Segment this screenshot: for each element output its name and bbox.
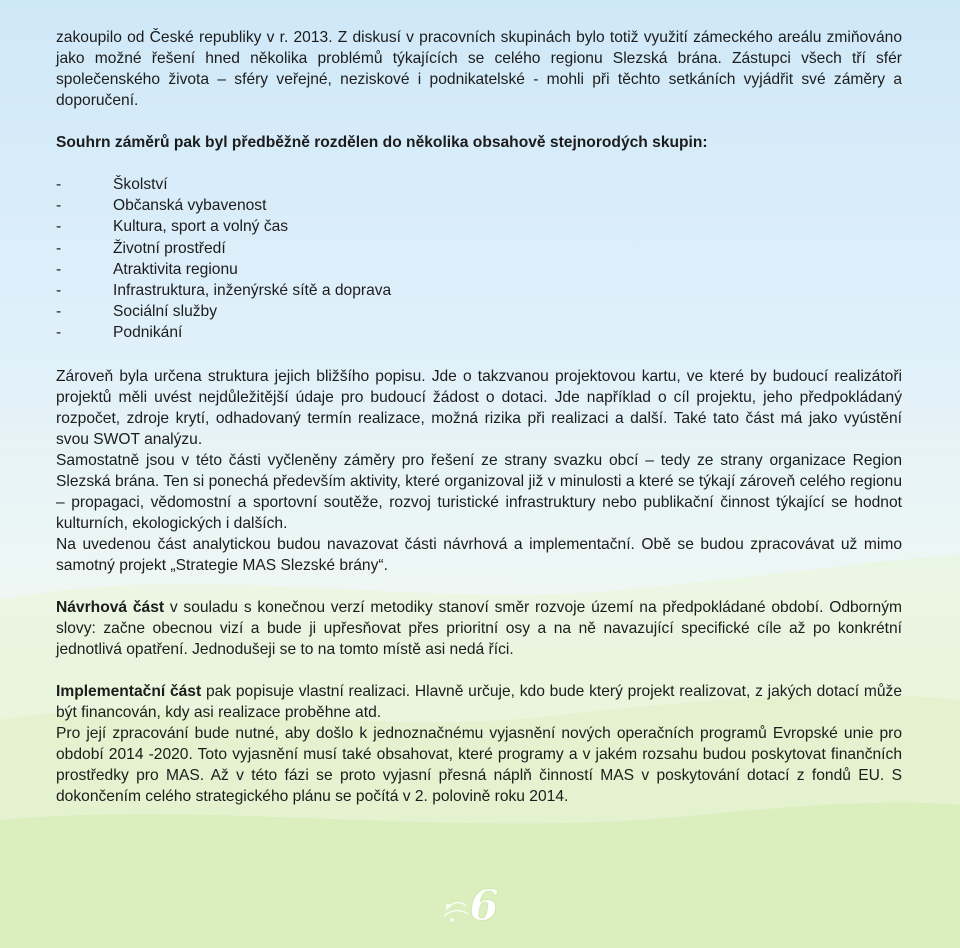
list-item-label: Atraktivita regionu bbox=[113, 260, 238, 278]
proposal-term: Návrhová část bbox=[56, 598, 165, 616]
page-content bbox=[56, 27, 902, 807]
list-bullet: - bbox=[56, 282, 62, 300]
list-item-label: Životní prostředí bbox=[113, 239, 226, 257]
list-bullet: - bbox=[56, 176, 62, 193]
list-item-label: Kultura, sport a volný čas bbox=[113, 218, 289, 236]
list-item bbox=[56, 280, 902, 301]
list-bullet: - bbox=[56, 324, 62, 342]
list-bullet: - bbox=[56, 218, 62, 236]
proposal-paragraph bbox=[56, 597, 902, 660]
list-item bbox=[56, 301, 902, 322]
intro-paragraph: zakoupilo od České republiky v r. 2013. Z diskusí v pracovních skupinách bylo totiž využití zámeckého areálu zmiňováno jako možné řešení hned několika problémů týkajících se celého regionu Slezská brána. Zástupci všech tří sfér společenského života – sféry veřejné, neziskové i podnikatelské - mohli při těchto setkáních vyjádřit své záměry a doporučení. bbox=[56, 29, 902, 109]
list-item bbox=[56, 259, 902, 280]
project-card-paragraph: Zároveň byla určena struktura jejich bližšího popisu. Jde o takzvanou projektovou kartu, ve které by budoucí realizátoři projektů měli uvést nejdůležitější údaje pro budoucí žádost o dotaci. Jde například o cíl projektu, jeho předpokládaný rozpočet, zdroje krytí, odhadovaný termín realizace, možná rizika při realizaci a další. Také tato část má jako vyústění svou SWOT analýzu. bbox=[56, 367, 902, 448]
list-item bbox=[56, 322, 902, 343]
list-item bbox=[56, 238, 902, 259]
proposal-text: v souladu s konečnou verzí metodiky stanoví směr rozvoje území na předpokládané období. Odborným slovy: začne obecnou vizí a bude ji upřesňovat přes prioritní osy a na ně navazující specifické cíle až po konkrétní jednotlivá opatření. Jednodušeji se to na tomto místě asi nedá říci. bbox=[56, 598, 902, 658]
list-bullet: - bbox=[56, 239, 62, 257]
list-item-label: Sociální služby bbox=[113, 303, 218, 321]
region-paragraph: Samostatně jsou v této části vyčleněny záměry pro řešení ze strany svazku obcí – tedy ze strany organizace Region Slezská brána. Ten si ponechá především aktivity, které organizoval již v minulosti a které se týkají zároveň celého regionu – propagaci, vědomostní a sportovní soutěže, rozvoj turistické infrastruktury nebo publikační činnost týkající se hodnot kulturních, ekologických i dalších. bbox=[56, 451, 902, 532]
implementation-term: Implementační část bbox=[56, 682, 202, 700]
implementation-paragraph bbox=[56, 681, 902, 723]
page-number-text: 6 bbox=[469, 881, 499, 928]
list-item bbox=[56, 216, 902, 237]
eu-programs-paragraph: Pro její zpracování bude nutné, aby došlo k jednoznačnému vyjasnění nových operačních programů Evropské unie pro období 2014 -2020. Toto vyjasnění musí také obsahovat, které programy a v jakém rozsahu budou poskytovat finančních prostředky pro MAS. Až v této fázi se proto vyjasní přesná náplň činností MAS v poskytování dotací z fondů EU. S dokončením celého strategického plánu se počítá v 2. polovině roku 2014. bbox=[56, 724, 902, 805]
groups-list bbox=[56, 174, 902, 344]
next-parts-paragraph: Na uvedenou část analytickou budou navazovat části návrhová a implementační. Obě se budou zpracovávat už mimo samotný projekt „Strategie MAS Slezské brány“. bbox=[56, 535, 902, 574]
implementation-text: pak popisuje vlastní realizaci. Hlavně určuje, kdo bude který projekt realizovat, z jakých dotací může být financován, kdy asi realizace proběhne atd. bbox=[56, 682, 902, 721]
list-item-label: Školství bbox=[113, 176, 168, 193]
list-bullet: - bbox=[56, 303, 62, 321]
list-item-label: Občanská vybavenost bbox=[113, 197, 267, 215]
list-bullet: - bbox=[56, 260, 62, 278]
page-number bbox=[440, 880, 510, 928]
list-bullet: - bbox=[56, 197, 62, 215]
list-item bbox=[56, 174, 902, 195]
groups-heading: Souhrn záměrů pak byl předběžně rozdělen do několika obsahově stejnorodých skupin: bbox=[56, 134, 708, 151]
page-number-swirl bbox=[444, 903, 468, 922]
list-item-label: Infrastruktura, inženýrské sítě a doprava bbox=[113, 282, 392, 300]
list-item bbox=[56, 195, 902, 216]
list-item-label: Podnikání bbox=[113, 324, 183, 342]
